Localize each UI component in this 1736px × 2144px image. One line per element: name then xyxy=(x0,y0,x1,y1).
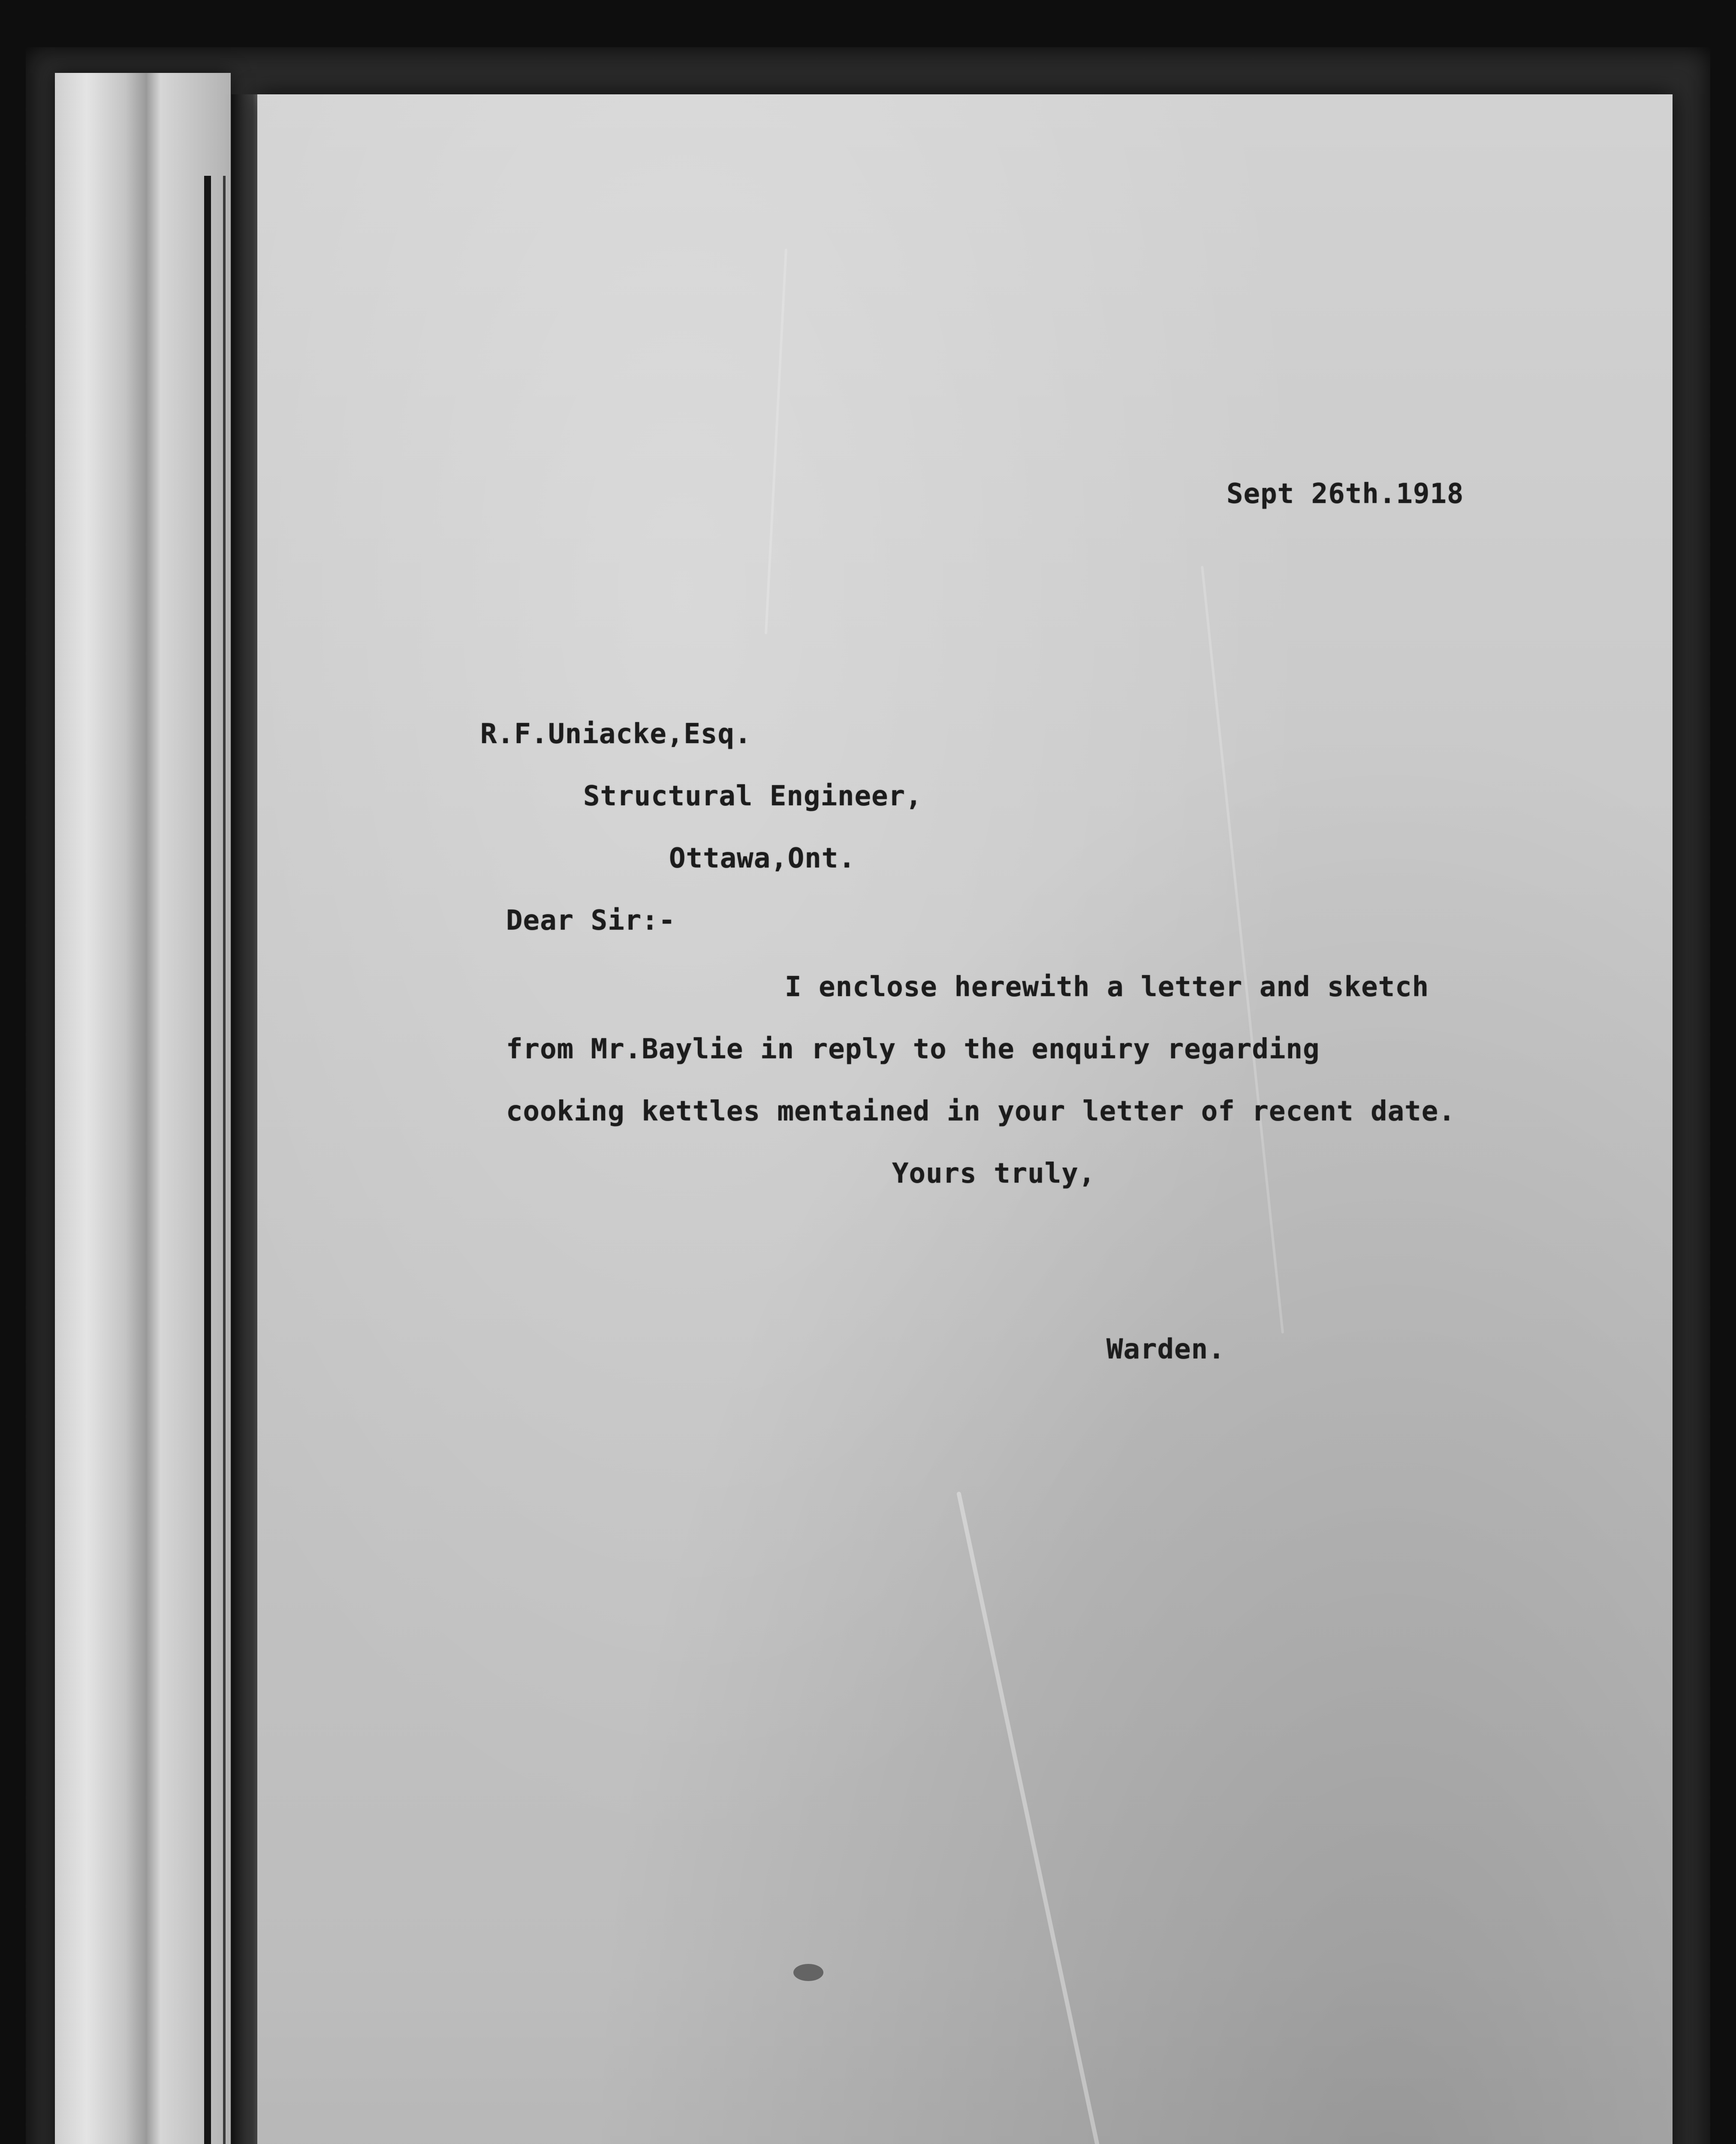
closing: Yours truly, xyxy=(892,1158,1096,1189)
ink-smudge xyxy=(793,1964,823,1981)
recipient-location: Ottawa,Ont. xyxy=(669,843,856,874)
recipient-title: Structural Engineer, xyxy=(583,780,922,812)
signature: Warden. xyxy=(1106,1334,1225,1365)
binding-line xyxy=(204,176,211,2144)
binding-line xyxy=(223,176,226,2144)
letter-date: Sept 26th.1918 xyxy=(1227,478,1464,510)
recipient-name: R.F.Uniacke,Esq. xyxy=(480,718,752,750)
body-line: from Mr.Baylie in reply to the enquiry regarding xyxy=(506,1033,1320,1065)
binding-strip xyxy=(55,73,231,2144)
salutation: Dear Sir:- xyxy=(506,905,676,936)
paper-crease xyxy=(956,1491,1175,2144)
paper-crease xyxy=(765,249,787,634)
letter-sheet xyxy=(257,94,1673,2144)
body-line: I enclose herewith a letter and sketch xyxy=(785,971,1429,1003)
body-line: cooking kettles mentained in your letter of recent date. xyxy=(506,1096,1456,1127)
paper-crease xyxy=(1201,566,1284,1334)
